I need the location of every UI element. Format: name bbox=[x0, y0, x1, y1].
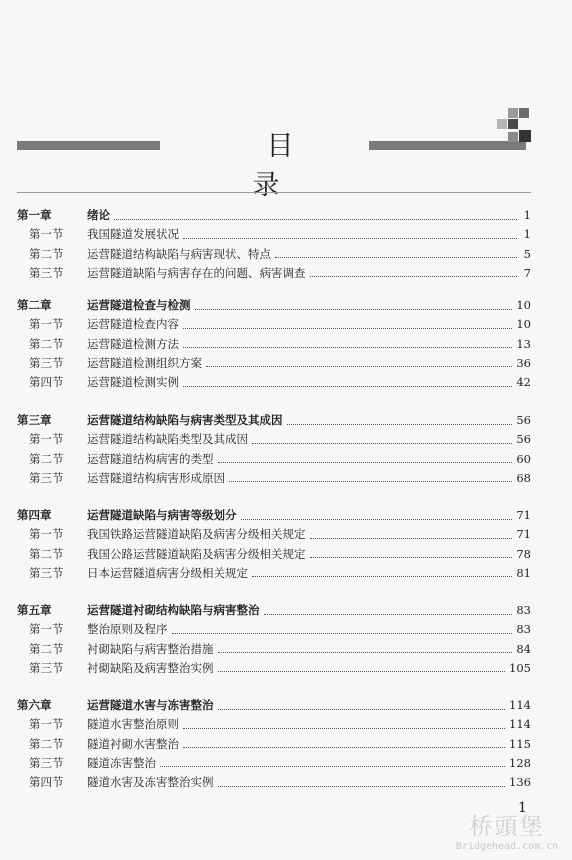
chapter-entry-page: 10 bbox=[516, 298, 531, 312]
section-entry-title: 运营隧道缺陷与病害存在的问题、病害调查 bbox=[87, 265, 306, 280]
dot-leader bbox=[218, 462, 513, 463]
section-entry-number: 第一节 bbox=[29, 432, 64, 447]
dot-leader bbox=[172, 633, 513, 634]
section-entry bbox=[17, 244, 531, 264]
section-entry-title: 运营隧道结构缺陷与病害现状、特点 bbox=[87, 246, 271, 261]
section-entry-title: 运营隧道检查内容 bbox=[87, 317, 179, 332]
section-entry-page: 60 bbox=[516, 451, 531, 466]
section-entry bbox=[17, 468, 531, 488]
dot-leader bbox=[183, 728, 505, 729]
section-entry-page: 1 bbox=[523, 227, 531, 242]
section-entry-page: 128 bbox=[509, 755, 531, 770]
section-entry-number: 第一节 bbox=[29, 317, 64, 332]
section-entry-number: 第三节 bbox=[29, 265, 64, 280]
section-entry bbox=[17, 263, 531, 283]
dot-leader bbox=[206, 366, 512, 367]
dot-leader bbox=[275, 257, 517, 258]
chapter-entry-title: 运营隧道衬砌结构缺陷与病害整治 bbox=[87, 603, 260, 617]
section-entry-page: 36 bbox=[516, 355, 531, 370]
section-entry bbox=[17, 224, 531, 244]
section-entry-title: 运营隧道检测组织方案 bbox=[87, 355, 202, 370]
chapter-entry-page: 56 bbox=[516, 413, 531, 427]
section-entry-page: 5 bbox=[523, 246, 531, 261]
section-entry-title: 隧道冻害整治 bbox=[87, 755, 156, 770]
section-entry bbox=[17, 429, 531, 449]
section-entry-number: 第二节 bbox=[29, 451, 64, 466]
header bbox=[0, 118, 572, 201]
chapter-entry-number: 第四章 bbox=[17, 508, 52, 522]
section-entry bbox=[17, 658, 531, 678]
section-entry-title: 运营隧道结构缺陷类型及其成因 bbox=[87, 432, 248, 447]
section-entry-number: 第一节 bbox=[29, 527, 64, 542]
section-entry-number: 第三节 bbox=[29, 470, 64, 485]
section-entry bbox=[17, 334, 531, 354]
dot-leader bbox=[218, 709, 506, 710]
dot-leader bbox=[114, 219, 517, 220]
title-bar-left bbox=[17, 141, 160, 150]
section-entry bbox=[17, 734, 531, 754]
dot-leader bbox=[310, 538, 513, 539]
section-entry-number: 第二节 bbox=[29, 246, 64, 261]
section-entry-title: 隧道水害整治原则 bbox=[87, 717, 179, 732]
section-entry-number: 第一节 bbox=[29, 227, 64, 242]
chapter-entry-number: 第五章 bbox=[17, 603, 52, 617]
chapter-entry bbox=[17, 295, 531, 315]
dot-leader bbox=[310, 276, 518, 277]
chapter-entry-title: 运营隧道检查与检测 bbox=[87, 298, 191, 312]
section-entry bbox=[17, 772, 531, 792]
section-entry-number: 第二节 bbox=[29, 546, 64, 561]
section-entry-title: 隧道衬砌水害整治 bbox=[87, 736, 179, 751]
chapter-entry-number: 第六章 bbox=[17, 698, 52, 712]
dot-leader bbox=[218, 652, 513, 653]
chapter-entry-number: 第二章 bbox=[17, 298, 52, 312]
chapter-entry-number: 第一章 bbox=[17, 208, 52, 222]
dot-leader bbox=[183, 386, 512, 387]
section-entry-number: 第三节 bbox=[29, 565, 64, 580]
section-entry-title: 整治原则及程序 bbox=[87, 622, 168, 637]
section-entry-number: 第四节 bbox=[29, 775, 64, 790]
section-entry-number: 第二节 bbox=[29, 641, 64, 656]
dot-leader bbox=[252, 443, 512, 444]
section-entry bbox=[17, 353, 531, 373]
section-entry-number: 第一节 bbox=[29, 622, 64, 637]
chapter-entry-title: 运营隧道结构缺陷与病害类型及其成因 bbox=[87, 413, 283, 427]
dot-leader bbox=[287, 424, 513, 425]
section-entry-title: 运营隧道结构病害形成原因 bbox=[87, 470, 225, 485]
section-entry-title: 运营隧道结构病害的类型 bbox=[87, 451, 214, 466]
section-entry-number: 第二节 bbox=[29, 736, 64, 751]
section-entry-title: 运营隧道检测方法 bbox=[87, 336, 179, 351]
section-entry bbox=[17, 714, 531, 734]
dot-leader bbox=[183, 747, 505, 748]
watermark-url: Bridgehead.com.cn bbox=[455, 841, 559, 852]
section-entry-page: 71 bbox=[516, 527, 531, 542]
chapter-entry-page: 83 bbox=[516, 603, 531, 617]
dot-leader bbox=[252, 576, 512, 577]
section-entry-page: 42 bbox=[516, 375, 531, 390]
section-entry bbox=[17, 619, 531, 639]
chapter-entry bbox=[17, 505, 531, 525]
chapter-entry-page: 71 bbox=[516, 508, 531, 522]
section-entry-number: 第三节 bbox=[29, 355, 64, 370]
dot-leader bbox=[183, 328, 512, 329]
chapter-entry-title: 运营隧道缺陷与病害等级划分 bbox=[87, 508, 237, 522]
section-entry-number: 第三节 bbox=[29, 660, 64, 675]
section-entry-page: 84 bbox=[516, 641, 531, 656]
section-entry bbox=[17, 544, 531, 564]
dot-leader bbox=[195, 309, 513, 310]
section-entry bbox=[17, 449, 531, 469]
section-entry-title: 隧道水害及冻害整治实例 bbox=[87, 775, 214, 790]
dot-leader bbox=[218, 671, 506, 672]
section-entry-page: 136 bbox=[509, 775, 531, 790]
section-entry-title: 日本运营隧道病害分级相关规定 bbox=[87, 565, 248, 580]
section-entry-title: 我国隧道发展状况 bbox=[87, 227, 179, 242]
section-entry-number: 第四节 bbox=[29, 375, 64, 390]
section-entry-page: 13 bbox=[516, 336, 531, 351]
section-entry-title: 我国公路运营隧道缺陷及病害分级相关规定 bbox=[87, 546, 306, 561]
chapter-entry-page: 1 bbox=[523, 208, 531, 222]
title-bar-right bbox=[369, 141, 526, 150]
dot-leader bbox=[183, 238, 517, 239]
chapter-entry bbox=[17, 600, 531, 620]
dot-leader bbox=[229, 481, 512, 482]
section-entry-page: 56 bbox=[516, 432, 531, 447]
chapter-entry bbox=[17, 695, 531, 715]
dot-leader bbox=[183, 347, 512, 348]
section-entry-title: 衬砌缺陷与病害整治措施 bbox=[87, 641, 214, 656]
section-entry-page: 81 bbox=[516, 565, 531, 580]
section-entry bbox=[17, 639, 531, 659]
section-entry bbox=[17, 524, 531, 544]
dot-leader bbox=[310, 557, 513, 558]
section-entry-number: 第三节 bbox=[29, 755, 64, 770]
chapter-entry bbox=[17, 410, 531, 430]
dot-leader bbox=[160, 766, 505, 767]
chapter-entry-title: 绪论 bbox=[87, 208, 110, 222]
header-rule bbox=[17, 192, 531, 193]
chapter-entry bbox=[17, 205, 531, 225]
chapter-entry-title: 运营隧道水害与冻害整治 bbox=[87, 698, 214, 712]
section-entry-page: 83 bbox=[516, 622, 531, 637]
watermark bbox=[447, 808, 567, 852]
section-entry-page: 10 bbox=[516, 317, 531, 332]
dot-leader bbox=[218, 786, 506, 787]
section-entry-number: 第一节 bbox=[29, 717, 64, 732]
section-entry-page: 105 bbox=[509, 660, 531, 675]
page-number: 1 bbox=[518, 800, 527, 816]
section-entry-title: 运营隧道检测实例 bbox=[87, 375, 179, 390]
section-entry-page: 7 bbox=[523, 265, 531, 280]
section-entry-title: 衬砌缺陷及病害整治实例 bbox=[87, 660, 214, 675]
dot-leader bbox=[264, 614, 513, 615]
section-entry bbox=[17, 753, 531, 773]
page-title: 目 录 bbox=[252, 131, 322, 201]
dot-leader bbox=[241, 519, 513, 520]
chapter-entry-page: 114 bbox=[509, 698, 531, 712]
watermark-logo: 桥頭堡 bbox=[469, 814, 545, 840]
section-entry-page: 68 bbox=[516, 470, 531, 485]
section-entry bbox=[17, 314, 531, 334]
section-entry-page: 114 bbox=[509, 717, 531, 732]
section-entry-page: 78 bbox=[516, 546, 531, 561]
section-entry-number: 第二节 bbox=[29, 336, 64, 351]
section-entry-page: 115 bbox=[509, 736, 531, 751]
section-entry-title: 我国铁路运营隧道缺陷及病害分级相关规定 bbox=[87, 527, 306, 542]
section-entry bbox=[17, 372, 531, 392]
chapter-entry-number: 第三章 bbox=[17, 413, 52, 427]
section-entry bbox=[17, 563, 531, 583]
